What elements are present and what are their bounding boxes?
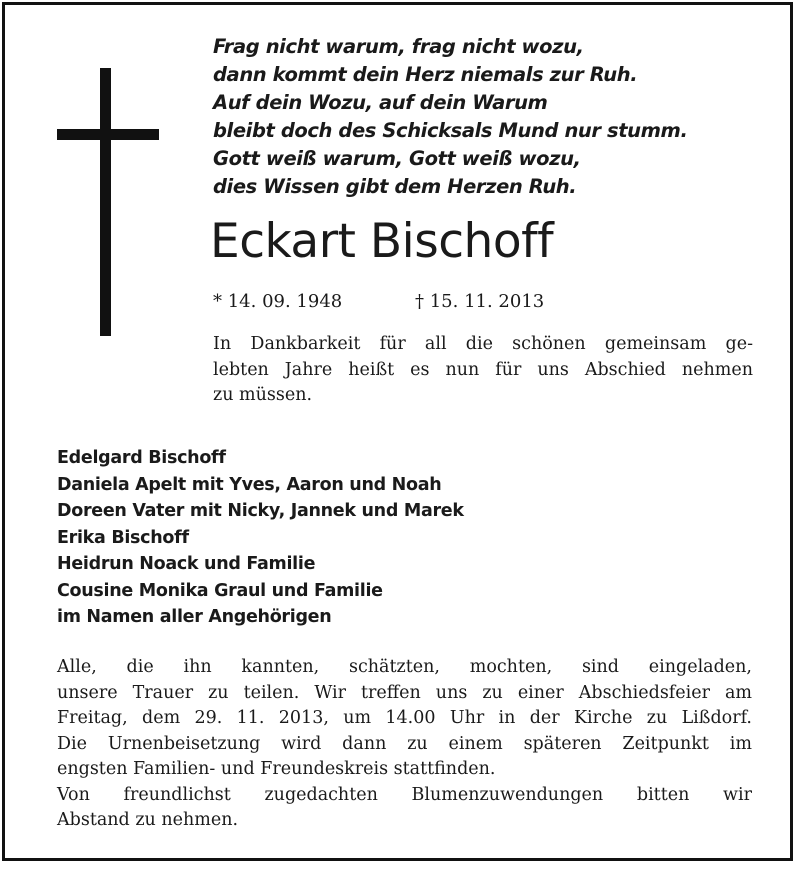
mourner-name: Edelgard Bischoff — [57, 448, 226, 468]
birth-date: * 14. 09. 1948 — [213, 291, 343, 312]
poem-line: dann kommt dein Herz niemals zur Ruh. — [213, 63, 638, 86]
cross-icon-crossbar — [57, 129, 159, 140]
poem — [213, 33, 773, 201]
mourner-name: Daniela Apelt mit Yves, Aaron und Noah — [57, 474, 442, 495]
poem-line: bleibt doch des Schicksals Mund nur stumm. — [213, 119, 688, 142]
mourners-list — [57, 445, 757, 631]
mourner-name: Erika Bischoff — [57, 527, 189, 548]
mourner-signoff: im Namen aller Angehörigen — [57, 607, 332, 627]
gratitude-line: In Dankbarkeit für all die schönen gemeinsam ge- — [213, 334, 753, 354]
closing-line: Freitag, dem 29. 11. 2013, um 14.00 Uhr in der Kirche zu Lißdorf. — [57, 708, 752, 728]
gratitude-line: lebten Jahre heißt es nun für uns Abschied nehmen — [213, 359, 753, 380]
mourner-name: Heidrun Noack und Familie — [57, 554, 316, 574]
closing-line: Die Urnenbeisetzung wird dann zu einem späteren Zeitpunkt im — [57, 733, 752, 754]
closing-text — [57, 655, 752, 834]
poem-line: Frag nicht warum, frag nicht wozu, — [213, 35, 584, 58]
death-date: † 15. 11. 2013 — [415, 291, 545, 312]
gratitude-text — [213, 332, 753, 409]
poem-line: Auf dein Wozu, auf dein Warum — [213, 91, 548, 114]
mourner-name: Cousine Monika Graul und Familie — [57, 580, 383, 601]
closing-line: unsere Trauer zu teilen. Wir treffen uns zu einer Abschiedsfeier am — [57, 682, 752, 703]
mourner-name: Doreen Vater mit Nicky, Jannek und Marek — [57, 501, 464, 521]
closing-line: engsten Familien- und Freundeskreis stattfinden. — [57, 759, 496, 779]
closing-line: Von freundlichst zugedachten Blumenzuwendungen bitten wir — [57, 784, 752, 805]
poem-line: Gott weiß warum, Gott weiß wozu, — [213, 147, 581, 170]
poem-line: dies Wissen gibt dem Herzen Ruh. — [213, 175, 577, 198]
deceased-name: Eckart Bischoff — [210, 214, 554, 269]
closing-line: Alle, die ihn kannten, schätzten, mochten, sind eingeladen, — [57, 657, 752, 677]
cross-icon — [100, 68, 111, 336]
gratitude-line: zu müssen. — [213, 385, 313, 405]
obituary-notice — [2, 2, 793, 861]
closing-line: Abstand zu nehmen. — [57, 810, 239, 830]
